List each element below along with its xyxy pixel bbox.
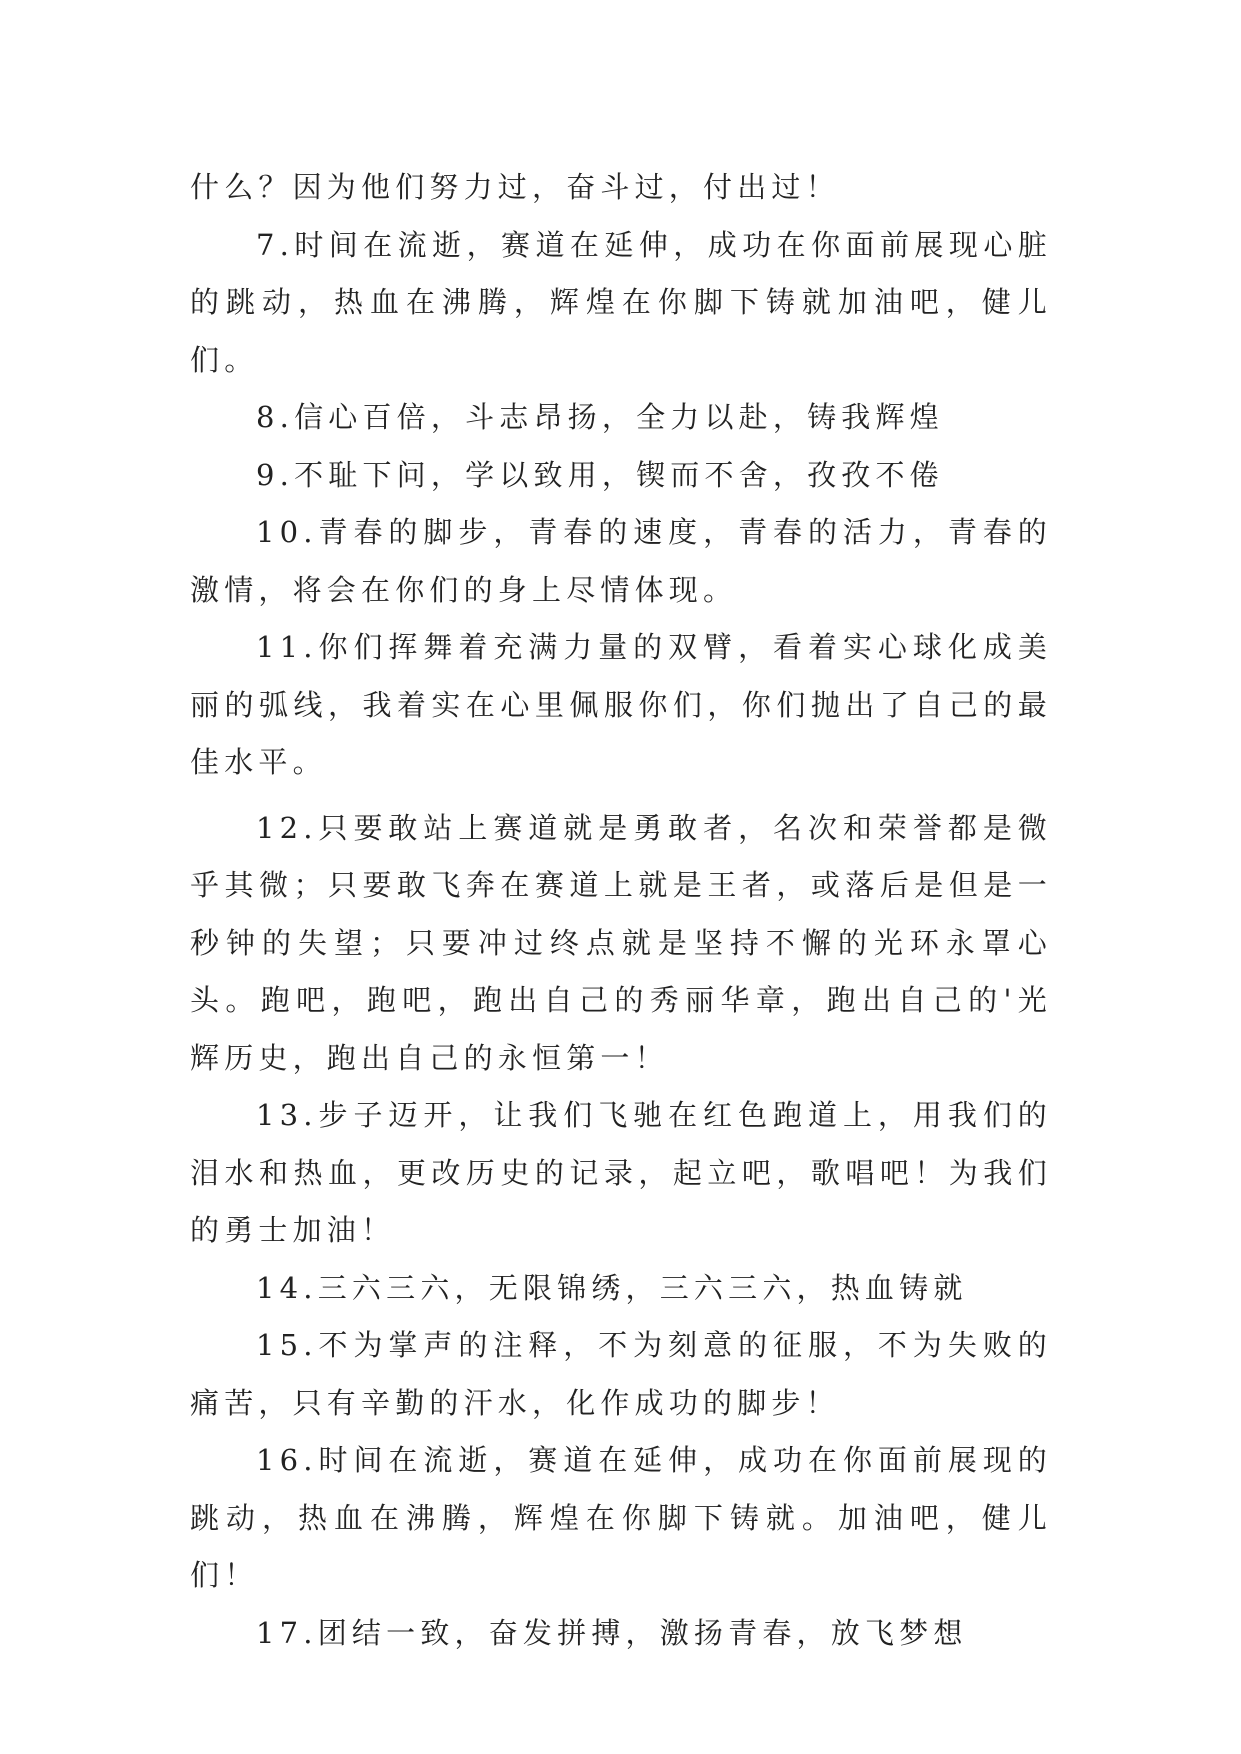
paragraph-continuation: 什么？因为他们努力过，奋斗过，付出过！ xyxy=(190,170,840,204)
paragraph-item-12: 12.只要敢站上赛道就是勇敢者，名次和荣誉都是微乎其微；只要敢飞奔在赛道上就是王者，或落后是但是一秒钟的失望；只要冲过终点就是坚持不懈的光环永罩心头。跑吧，跑吧，跑出自己的秀丽华章，跑出自己的'光辉历史，跑出自己的永恒第一！ xyxy=(190,810,1052,1075)
paragraph-item-9: 9.不耻下问，学以致用，锲而不舍，孜孜不倦 xyxy=(256,457,944,492)
paragraph-item-14: 14.三六三六，无限锦绣，三六三六，热血铸就 xyxy=(256,1270,968,1305)
paragraph-item-7: 7.时间在流逝，赛道在延伸，成功在你面前展现心脏的跳动，热血在沸腾，辉煌在你脚下铸就加油吧，健儿们。 xyxy=(190,227,1052,377)
paragraph-item-17: 17.团结一致，奋发拼搏，激扬青春，放飞梦想 xyxy=(256,1615,968,1650)
paragraph-item-15: 15.不为掌声的注释，不为刻意的征服，不为失败的痛苦，只有辛勤的汗水，化作成功的脚步！ xyxy=(190,1328,1052,1420)
paragraph-item-16: 16.时间在流逝，赛道在延伸，成功在你面前展现的跳动，热血在沸腾，辉煌在你脚下铸就。加油吧，健儿们！ xyxy=(190,1443,1052,1592)
paragraph-item-11: 11.你们挥舞着充满力量的双臂，看着实心球化成美丽的弧线，我着实在心里佩服你们，你们抛出了自己的最佳水平。 xyxy=(190,630,1052,779)
paragraph-item-10: 10.青春的脚步，青春的速度，青春的活力，青春的激情，将会在你们的身上尽情体现。 xyxy=(190,515,1052,607)
paragraph-item-13: 13.步子迈开，让我们飞驰在红色跑道上，用我们的泪水和热血，更改历史的记录，起立吧，歌唱吧！为我们的勇士加油！ xyxy=(190,1098,1052,1247)
paragraph-item-8: 8.信心百倍，斗志昂扬，全力以赴，铸我辉煌 xyxy=(256,400,944,434)
document-page xyxy=(190,159,1052,1662)
